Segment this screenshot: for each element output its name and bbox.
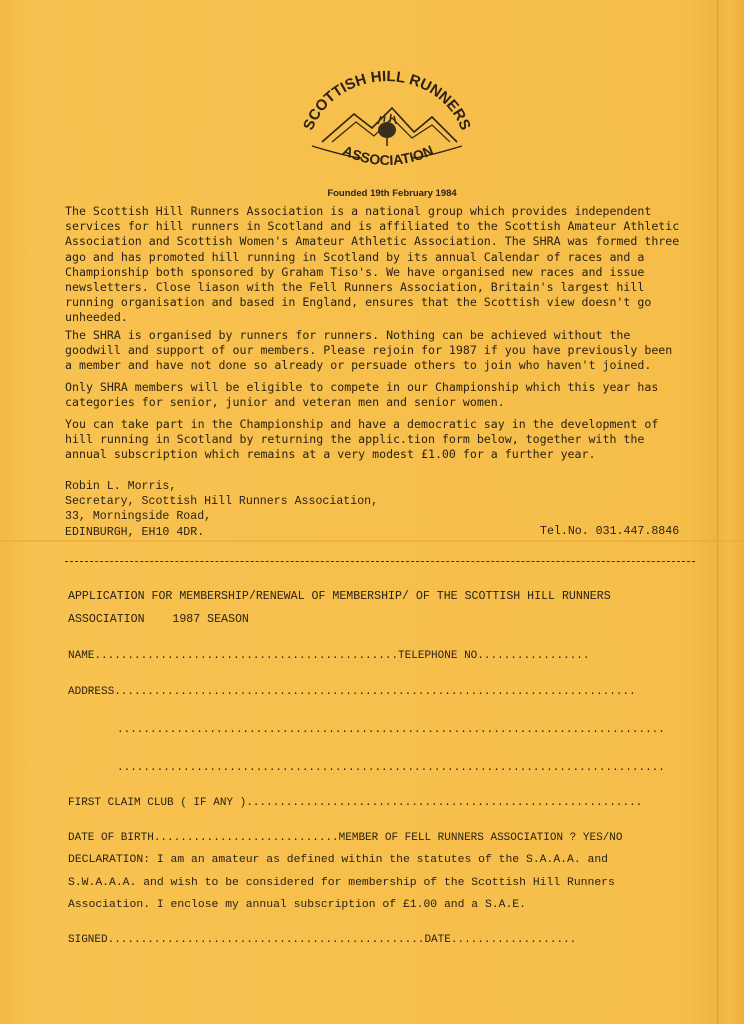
address-line2-field[interactable]: ................................................................................... bbox=[117, 724, 665, 736]
association-logo bbox=[292, 62, 482, 192]
address-field[interactable]: ADDRESS............................................................................... bbox=[68, 686, 636, 698]
address-line3-field[interactable]: ................................................................................... bbox=[117, 762, 665, 774]
logo-top-text: SCOTTISH HILL RUNNERS bbox=[300, 68, 474, 133]
date-of-birth-field[interactable]: DATE OF BIRTH............................MEMBER OF FELL RUNNERS ASSOCIATION ? YES/NO bbox=[68, 832, 623, 844]
eligibility-paragraph: Only SHRA members will be eligible to compete in our Championship which this year has categories for senior, junior and veteran men and senior women. bbox=[65, 380, 659, 410]
logo-graphic bbox=[292, 62, 482, 177]
secretary-address-block: Robin L. Morris, Secretary, Scottish Hill Runners Association, 33, Morningside Road, EDINBURGH, EH10 4DR. bbox=[65, 480, 379, 539]
logo-bottom-text: ASSOCIATION bbox=[340, 141, 436, 169]
paper-edge bbox=[717, 0, 744, 1024]
fold-crease bbox=[0, 540, 744, 542]
telephone-number: Tel.No. 031.447.8846 bbox=[540, 525, 680, 538]
declaration-line3: Association. I enclose my annual subscription of £1.00 and a S.A.E. bbox=[68, 899, 526, 911]
cut-line bbox=[65, 561, 695, 562]
participation-paragraph: You can take part in the Championship and have a democratic say in the development of hill running in Scotland by returning the applic.tion form below, together with the annual subscription which remains at a very modest £1.00 for a further year. bbox=[65, 417, 659, 462]
first-claim-club-field[interactable]: FIRST CLAIM CLUB ( IF ANY )............................................................ bbox=[68, 797, 643, 809]
declaration-line2: S.W.A.A.A. and wish to be considered for membership of the Scottish Hill Runners bbox=[68, 877, 615, 889]
form-title-line2: ASSOCIATION 1987 SEASON bbox=[68, 613, 249, 626]
declaration-line1: DECLARATION: I am an amateur as defined within the statutes of the S.A.A.A. and bbox=[68, 854, 609, 866]
signature-date-field[interactable]: SIGNED................................................DATE................... bbox=[68, 934, 577, 946]
organised-paragraph: The SHRA is organised by runners for runners. Nothing can be achieved without the goodwill and support of our members. Please rejoin for 1987 if you have previously been a member and have not done so already or persuade others to join who haven't joined. bbox=[65, 328, 673, 373]
name-field[interactable]: NAME..............................................TELEPHONE NO................. bbox=[68, 650, 590, 662]
intro-paragraph: The Scottish Hill Runners Association is a national group which provides independent services for hill runners in Scotland and is affiliated to the Scottish Amateur Athletic Association and Scottish Women's Amateur Athletic Association. The SHRA was formed three ago and has promoted hill running in Scotland by its annual Calendar of races and a Championship both sponsored by Graham Tiso's. We have organised new races and issue newsletters. Close liason with the Fell Runners Association, Britain's largest hill running organisation and based in England, ensures that the Scottish view doesn't go unheeded. bbox=[65, 204, 680, 325]
form-title-line1: APPLICATION FOR MEMBERSHIP/RENEWAL OF MEMBERSHIP/ OF THE SCOTTISH HILL RUNNERS bbox=[68, 590, 611, 603]
founded-date: Founded 19th February 1984 bbox=[327, 188, 457, 199]
